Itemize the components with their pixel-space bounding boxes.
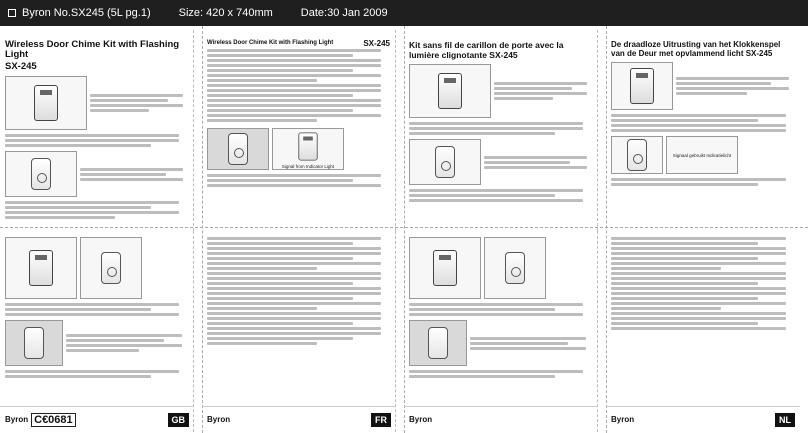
chime-unit-icon <box>29 250 53 286</box>
wall-figure <box>80 237 142 299</box>
chime-unit-icon <box>298 133 317 161</box>
push-button-icon <box>627 139 647 171</box>
chime-unit-icon <box>34 85 58 121</box>
transmitter-icon <box>101 252 121 284</box>
panel-nl-cover <box>606 30 800 231</box>
panel-tag: SX-245 <box>363 39 390 48</box>
panel-heading: Wireless Door Chime Kit with Flashing Light <box>207 40 334 46</box>
transmitter-icon <box>505 252 525 284</box>
push-button-figure <box>409 139 481 185</box>
panel-title: Kit sans fil de carillon de porte avec la lumière clignotante SX-245 <box>409 40 564 60</box>
wall-figure <box>484 237 546 299</box>
instruction-sheet <box>0 26 808 433</box>
panel-gb-instructions <box>202 30 396 231</box>
chime-figure <box>611 62 673 110</box>
mounting-figure <box>409 237 481 299</box>
battery-compartment-icon <box>428 327 448 359</box>
chime-unit-icon <box>630 68 654 104</box>
push-button-icon <box>31 158 51 190</box>
battery-compartment-icon <box>24 327 44 359</box>
battery-figure <box>207 128 269 170</box>
panel-model: SX-245 <box>5 61 37 72</box>
panel-gb-cover <box>0 30 194 231</box>
figure-caption: Signaal gebruikt Indicatielicht <box>672 152 732 158</box>
panel-title: De draadloze Uitrusting van het Klokkenspel van de Deur met opvlammend licht SX-245 <box>611 40 781 58</box>
panel-gb-back <box>0 231 194 432</box>
brand-logo: Byron <box>5 415 29 424</box>
sheet-size: Size: 420 x 740mm <box>178 7 273 19</box>
panel-fr-cover <box>404 30 598 231</box>
brand-logo: Byron <box>611 415 635 424</box>
fr-footer <box>202 406 396 432</box>
product-code: Byron No.SX245 (5L pg.1) <box>22 7 151 19</box>
indicator-figure <box>666 136 738 174</box>
panel-fr-back <box>404 231 598 432</box>
push-button-figure <box>611 136 663 174</box>
fr-back-footer <box>404 406 598 432</box>
chime-figure <box>409 64 491 118</box>
language-flag: GB <box>168 413 190 427</box>
panel-nl-back <box>606 231 800 432</box>
mounting-figure <box>5 237 77 299</box>
push-button-figure <box>5 151 77 197</box>
language-flag: FR <box>371 413 391 427</box>
transmitter-icon <box>228 133 248 165</box>
square-icon <box>8 9 16 17</box>
nl-footer <box>606 406 800 432</box>
figure-caption: Signal from Indicator Light <box>281 164 335 169</box>
panel-title: Wireless Door Chime Kit with Flashing Light <box>5 39 180 60</box>
push-button-icon <box>435 146 455 178</box>
chime-figure <box>5 76 87 130</box>
indicator-figure <box>272 128 344 170</box>
battery-figure <box>409 320 467 366</box>
battery-figure <box>5 320 63 366</box>
chime-unit-icon <box>438 73 462 109</box>
brand-logo: Byron <box>207 415 231 424</box>
chime-unit-icon <box>433 250 457 286</box>
panel-gb-specs <box>202 231 396 432</box>
document-date: Date:30 Jan 2009 <box>300 7 388 19</box>
ce-mark: C€0681 <box>31 413 76 427</box>
language-flag: NL <box>775 413 795 427</box>
document-header <box>0 0 808 26</box>
brand-logo: Byron <box>409 415 433 424</box>
gb-footer <box>0 406 194 432</box>
